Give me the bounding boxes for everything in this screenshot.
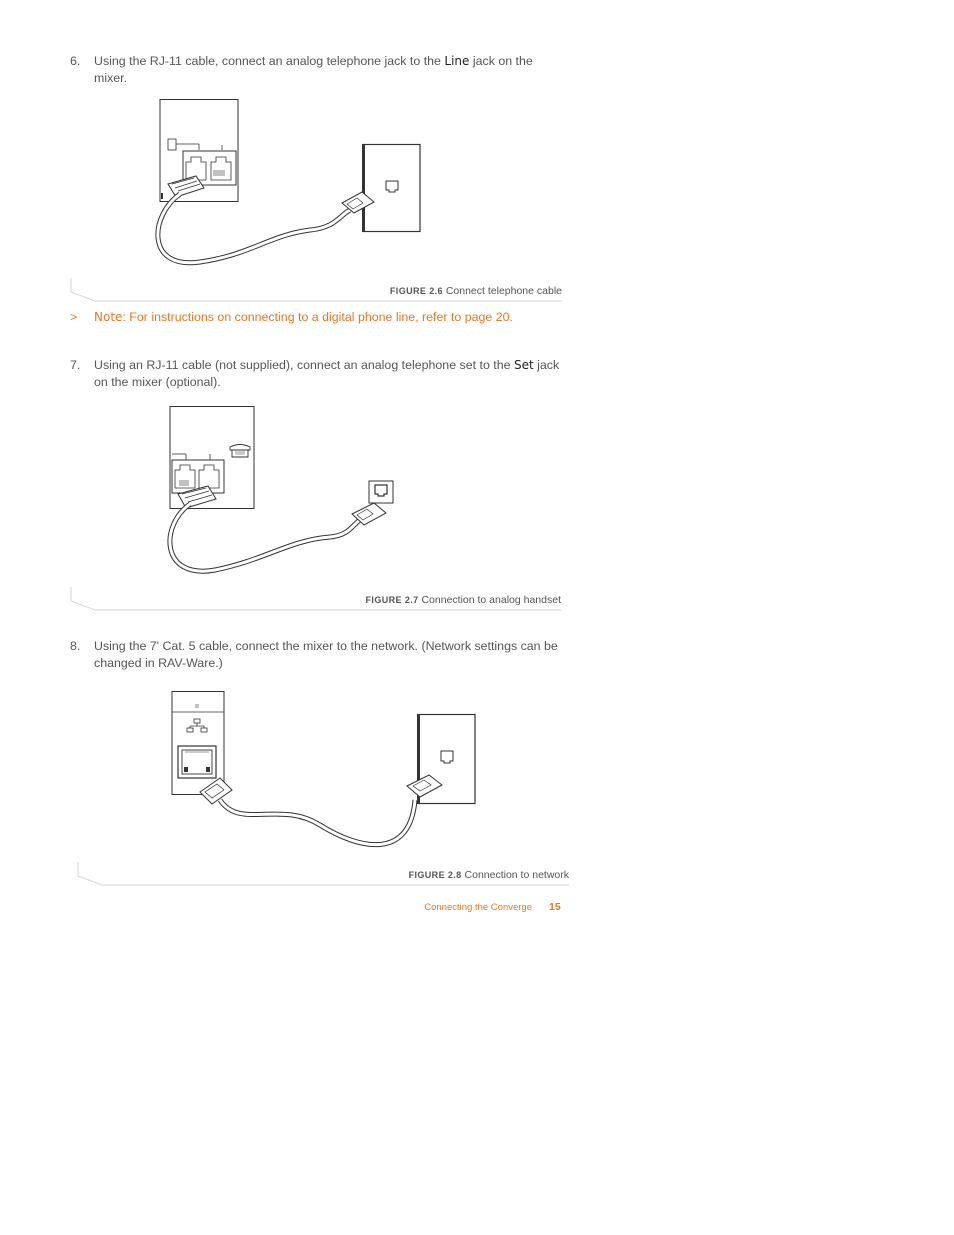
figure-caption-text: Connection to analog handset (421, 594, 561, 606)
figure-label: FIGURE 2.8 (408, 870, 462, 880)
telephone-cable-diagram (60, 95, 570, 305)
step-number: 8. (70, 639, 81, 653)
wall-jack (441, 751, 453, 763)
step-keyword: Set (513, 358, 534, 372)
analog-handset-diagram (60, 400, 570, 615)
figure-2-8-illustration (70, 685, 575, 890)
note-text: Note: For instructions on connecting to a digital phone line, refer to page 20. (94, 310, 513, 324)
footer-section-title: Connecting the Converge (424, 902, 532, 913)
figure-2-6-caption (390, 285, 562, 297)
network-cable-diagram (70, 685, 575, 890)
note-marker: > (70, 310, 78, 324)
step-number: 7. (70, 358, 81, 372)
figure-label: FIGURE 2.7 (365, 595, 419, 605)
figure-2-6-illustration (60, 95, 570, 305)
indicator-icon (168, 139, 176, 150)
figure-caption-text: Connection to network (464, 869, 569, 881)
figure-2-7-caption (366, 594, 561, 606)
figure-label: FIGURE 2.6 (389, 286, 443, 296)
figure-2-7-illustration (60, 400, 570, 615)
page-number: 15 (549, 901, 561, 913)
step-keyword: Line (444, 54, 470, 68)
figure-2-8-caption (409, 869, 569, 881)
step-text: Using the 7' Cat. 5 cable, connect the mixer to the network. (Network settings can be changed in RAV-Ware.) (94, 639, 558, 670)
figure-caption-text: Connect telephone cable (445, 285, 562, 297)
step-number: 6. (70, 54, 81, 68)
step-text: Using an RJ-11 cable (not supplied), connect an analog telephone set to the Set jack on the mixer (optional). (94, 358, 560, 389)
telephone-icon (230, 445, 250, 458)
note-keyword: Note (94, 310, 123, 324)
step-text: Using the RJ-11 cable, connect an analog telephone jack to the Line jack on the mixer. (94, 54, 533, 85)
wall-jack (386, 181, 398, 192)
